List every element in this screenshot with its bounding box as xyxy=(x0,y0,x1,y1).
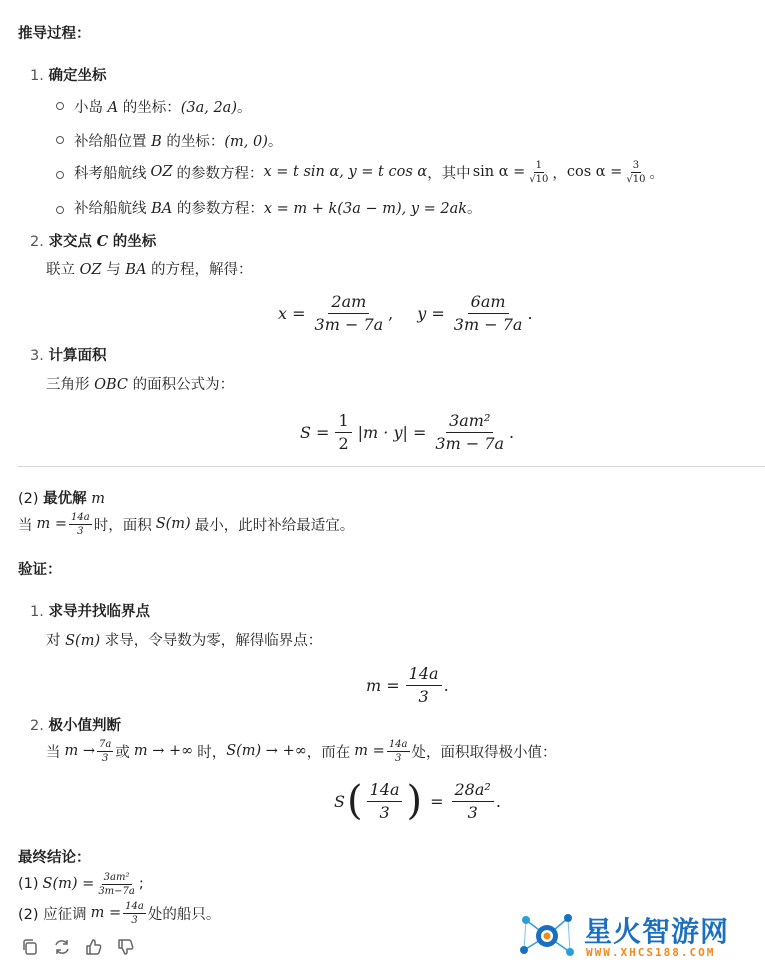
limit-statement xyxy=(46,735,557,767)
numerator: 14a xyxy=(406,665,442,686)
text: . xyxy=(443,675,449,695)
text: ，其中 xyxy=(427,165,471,182)
numerator: 3am² xyxy=(446,412,493,433)
numerator: 14a xyxy=(125,900,144,912)
verify-step-1-header xyxy=(30,600,150,621)
text: 。 xyxy=(649,165,664,182)
denominator: 3m − 7a xyxy=(314,314,384,334)
watermark-name: 星火智游网 xyxy=(584,915,730,948)
bullet-icon xyxy=(56,102,64,110)
text: 的参数方程： xyxy=(176,201,264,217)
text: 。 xyxy=(467,201,482,217)
math-eq: x = m + k(3a − m), y = 2ak xyxy=(263,201,468,217)
step-number: 1. xyxy=(30,68,44,84)
step-number: 1. xyxy=(30,604,44,620)
y-fraction xyxy=(451,293,526,333)
copy-icon[interactable] xyxy=(20,937,40,957)
numerator: 1 xyxy=(535,159,542,171)
math-var: C xyxy=(96,233,109,250)
math-var: B xyxy=(151,134,162,150)
math-eq: S(m) xyxy=(65,633,101,649)
numerator: 14a xyxy=(388,738,408,750)
text: 的面积公式为： xyxy=(132,377,235,393)
limit-fraction xyxy=(97,739,113,764)
coord-island xyxy=(74,96,251,117)
cos-fraction xyxy=(624,160,647,185)
divider xyxy=(18,466,765,467)
math-value: (m, 0) xyxy=(224,134,268,150)
left-paren: ( xyxy=(346,778,363,824)
intersection-formula xyxy=(278,288,533,338)
math-eq: S xyxy=(334,791,345,811)
half-fraction xyxy=(335,412,351,452)
step-title-suffix: 的坐标 xyxy=(112,234,157,250)
min-point-fraction xyxy=(387,739,410,764)
thumbs-up-icon[interactable] xyxy=(84,937,104,957)
math-var: m xyxy=(91,491,106,507)
text: 求导，令导数为零，解得临界点： xyxy=(104,633,323,649)
text: 补给船航线 xyxy=(74,201,147,217)
text: 或 xyxy=(115,744,130,761)
text: . xyxy=(509,422,515,442)
math-var: BA xyxy=(151,201,173,217)
ba-route xyxy=(74,197,482,218)
numerator: 14a xyxy=(71,511,90,523)
area-fraction xyxy=(432,412,507,452)
text: 。 xyxy=(267,134,283,150)
math-eq: S = xyxy=(300,422,330,442)
math-eq: m = xyxy=(366,675,400,695)
numerator: 28a² xyxy=(452,781,494,802)
sin-fraction xyxy=(527,160,550,185)
coord-supply xyxy=(74,130,282,151)
text: (1) xyxy=(18,876,39,892)
bullet-icon xyxy=(56,171,64,179)
math-var: OZ xyxy=(150,164,173,180)
denominator: 3 xyxy=(467,802,478,822)
text: 当 xyxy=(18,517,33,534)
math-eq: S(m) → +∞ xyxy=(226,743,307,759)
text: 小岛 xyxy=(74,100,103,116)
text: 时， xyxy=(197,744,227,761)
denominator: 3 xyxy=(394,752,402,764)
math-var: OBC xyxy=(94,377,129,393)
math-var: BA xyxy=(125,262,147,278)
denominator: 3m − 7a xyxy=(435,433,505,453)
text: 的参数方程： xyxy=(176,165,264,182)
min-value-fraction xyxy=(452,781,494,821)
denominator: 3m−7a xyxy=(98,885,135,897)
step-number: 2. xyxy=(30,234,44,250)
numerator: 1 xyxy=(335,412,351,433)
numerator: 3am² xyxy=(103,871,130,883)
step-1-header xyxy=(30,64,106,85)
conclusion-fraction xyxy=(96,872,137,897)
step-number: 3. xyxy=(30,348,44,364)
denominator: 3m − 7a xyxy=(453,314,523,334)
text: . xyxy=(527,303,533,323)
denominator: 3 xyxy=(379,802,390,822)
research-route xyxy=(74,157,664,187)
part-label: (2) xyxy=(18,491,39,507)
min-value-formula xyxy=(334,772,501,830)
verify-step-2-header xyxy=(30,714,121,735)
math-value: (3a, 2a) xyxy=(180,100,237,116)
conclusion-2 xyxy=(18,898,220,928)
text: ，而在 xyxy=(306,744,351,761)
intersect-text xyxy=(46,258,253,279)
denominator: 3 xyxy=(101,752,109,764)
denominator: 3 xyxy=(418,686,429,706)
conclusion-heading: 最终结论： xyxy=(18,850,91,866)
critical-fraction xyxy=(406,665,442,705)
right-paren: ) xyxy=(406,778,423,824)
text: 三角形 xyxy=(46,377,90,393)
x-fraction xyxy=(312,293,387,333)
thumbs-down-icon[interactable] xyxy=(116,937,136,957)
numerator: 6am xyxy=(468,293,509,314)
math-var: OZ xyxy=(79,262,102,278)
text: 与 xyxy=(106,262,121,278)
critical-point-formula xyxy=(366,660,449,710)
denominator: 3 xyxy=(77,525,84,537)
step-3-header xyxy=(30,344,106,365)
math-eq: m → +∞ xyxy=(133,743,194,759)
text: 处，面积取得极小值： xyxy=(411,744,557,761)
text: 对 xyxy=(46,633,61,649)
math-eq: S(m) = xyxy=(42,876,95,892)
step-title: 计算面积 xyxy=(48,348,107,364)
min-arg-fraction xyxy=(367,781,403,821)
math-eq: x = t sin α, y = t cos α xyxy=(263,164,428,180)
math-eq: x = xyxy=(278,303,306,323)
denominator: √10 xyxy=(529,173,549,185)
math-eq: y = xyxy=(417,303,445,323)
optimal-fraction xyxy=(69,512,92,537)
text: 联立 xyxy=(46,262,75,278)
regenerate-icon[interactable] xyxy=(52,937,72,957)
area-text xyxy=(46,373,234,394)
text: ， xyxy=(552,165,567,182)
bullet-icon xyxy=(56,206,64,214)
bullet-icon xyxy=(56,136,64,144)
denominator: 3 xyxy=(131,914,138,926)
part-2-header xyxy=(18,487,105,508)
math-eq: m = xyxy=(36,516,68,532)
numerator: 7a xyxy=(99,738,112,750)
step-title: 极小值判断 xyxy=(48,718,121,734)
denominator: √10 xyxy=(626,173,646,185)
text: , xyxy=(388,303,394,323)
text: ; xyxy=(138,876,144,892)
math-eq: cos α = xyxy=(566,164,623,180)
text: 。 xyxy=(236,100,252,116)
numerator: 3 xyxy=(632,159,640,171)
conclusion-1 xyxy=(18,869,144,899)
text: 的坐标： xyxy=(122,100,181,116)
step-2-header xyxy=(30,230,156,251)
numerator: 14a xyxy=(367,781,403,802)
derivative-text xyxy=(46,629,322,650)
text: (2) 应征调 xyxy=(18,906,87,923)
step-title: 求交点 xyxy=(48,234,92,250)
step-number: 2. xyxy=(30,718,44,734)
numerator: 2am xyxy=(328,293,369,314)
math-eq: sin α = xyxy=(472,164,526,180)
step-title: 确定坐标 xyxy=(48,68,107,84)
text: 最小，此时补给最适宜。 xyxy=(194,517,355,534)
text: 时，面积 xyxy=(93,517,152,534)
area-formula xyxy=(300,404,514,460)
text: 科考船航线 xyxy=(74,165,147,182)
watermark-logo-icon xyxy=(514,906,580,964)
math-var: A xyxy=(107,100,119,116)
denominator: 2 xyxy=(338,433,349,453)
math-eq: S(m) xyxy=(155,516,191,532)
text: 的坐标： xyxy=(166,134,225,150)
verify-heading: 验证： xyxy=(18,562,62,578)
text: . xyxy=(495,791,501,811)
text: 处的船只。 xyxy=(147,906,221,923)
math-eq: |m · y| = xyxy=(357,422,427,442)
conclusion-fraction xyxy=(123,901,146,926)
math-eq: m = xyxy=(90,905,122,921)
step-title: 求导并找临界点 xyxy=(48,604,150,620)
text: 当 xyxy=(46,744,61,761)
math-eq: m → xyxy=(64,743,96,759)
optimal-statement xyxy=(18,508,354,540)
watermark-url: WWW.XHCS188.COM xyxy=(586,946,716,959)
derivation-heading: 推导过程： xyxy=(18,26,91,42)
text: 的方程，解得： xyxy=(151,262,253,278)
part-title: 最优解 xyxy=(43,491,87,507)
text: 补给船位置 xyxy=(74,134,147,150)
math-eq: m = xyxy=(354,743,385,759)
math-eq: = xyxy=(430,791,444,811)
